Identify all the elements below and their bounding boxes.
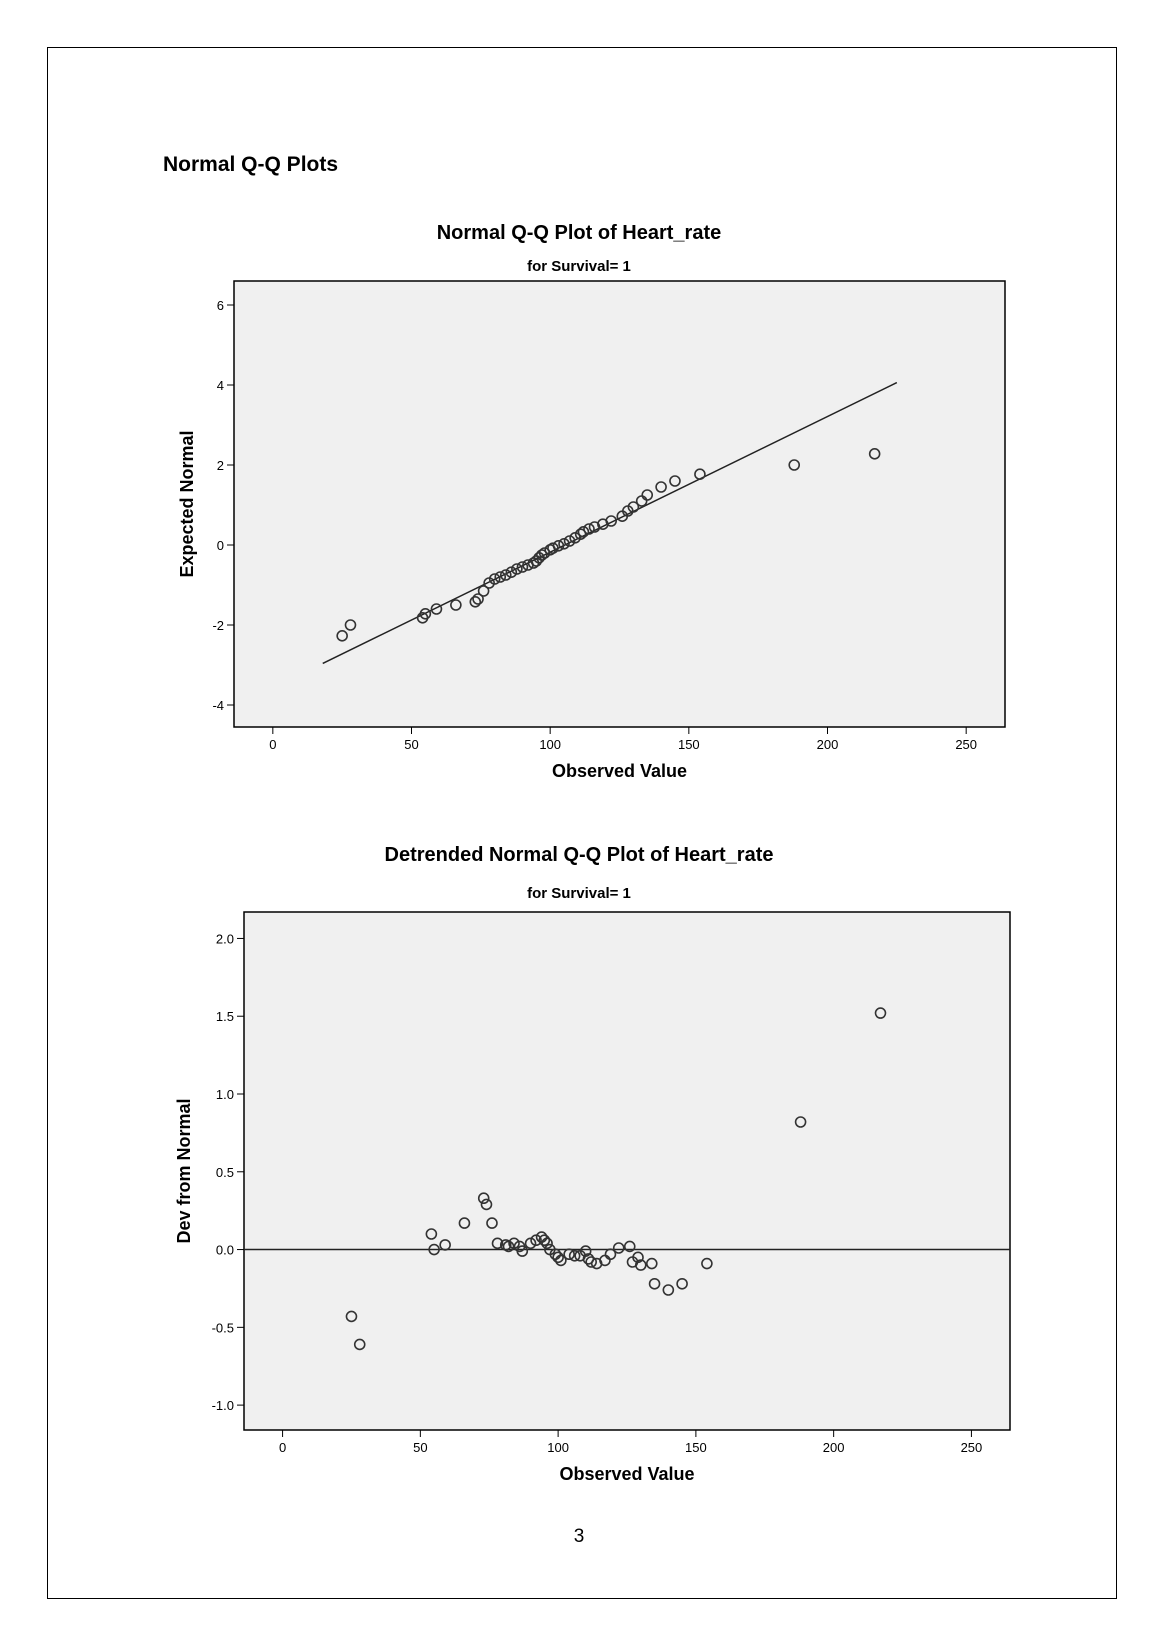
- y-tick-label: 2.0: [215, 931, 234, 947]
- detrended-plot-title: Detrended Normal Q-Q Plot of Heart_rate: [384, 844, 774, 866]
- y-tick-label: 6: [216, 298, 224, 313]
- section-heading: Normal Q-Q Plots: [163, 153, 339, 176]
- y-tick-label: 0.5: [215, 1164, 234, 1180]
- y-tick-label: 1.0: [215, 1087, 234, 1102]
- x-tick-label: 100: [539, 737, 562, 752]
- x-tick-label: 100: [547, 1440, 569, 1455]
- x-tick-label: 50: [413, 1440, 428, 1455]
- y-tick-label: -1.0: [211, 1398, 234, 1414]
- qq-plot-subtitle: for Survival= 1: [527, 258, 631, 275]
- y-tick-label: 4: [216, 378, 224, 393]
- y-tick-label: -0.5: [211, 1320, 234, 1336]
- x-tick-label: 200: [822, 1440, 845, 1455]
- x-axis-label: Observed Value: [551, 761, 688, 781]
- x-tick-label: 0: [269, 737, 277, 752]
- y-tick-label: 0.0: [215, 1242, 234, 1258]
- y-tick-label: -4: [212, 698, 224, 713]
- x-axis-label: Observed Value: [559, 1464, 695, 1484]
- x-tick-label: 50: [404, 737, 419, 752]
- y-axis-label: Dev from Normal: [174, 1098, 194, 1244]
- x-tick-label: 200: [816, 737, 839, 752]
- detrended-plot-subtitle: for Survival= 1: [527, 885, 631, 902]
- page-number: 3: [573, 1526, 585, 1547]
- qq-plot-title: Normal Q-Q Plot of Heart_rate: [436, 222, 722, 244]
- y-tick-label: 2: [216, 458, 224, 473]
- y-axis-label: Expected Normal: [177, 430, 197, 578]
- y-tick-label: 1.5: [215, 1009, 234, 1025]
- x-tick-label: 150: [685, 1440, 707, 1455]
- x-tick-label: 0: [278, 1440, 287, 1455]
- y-tick-label: 0: [216, 538, 224, 553]
- x-tick-label: 250: [960, 1440, 983, 1455]
- x-tick-label: 150: [677, 737, 700, 752]
- x-tick-label: 250: [955, 737, 978, 752]
- plot-area: [244, 912, 1010, 1430]
- y-tick-label: -2: [212, 618, 224, 633]
